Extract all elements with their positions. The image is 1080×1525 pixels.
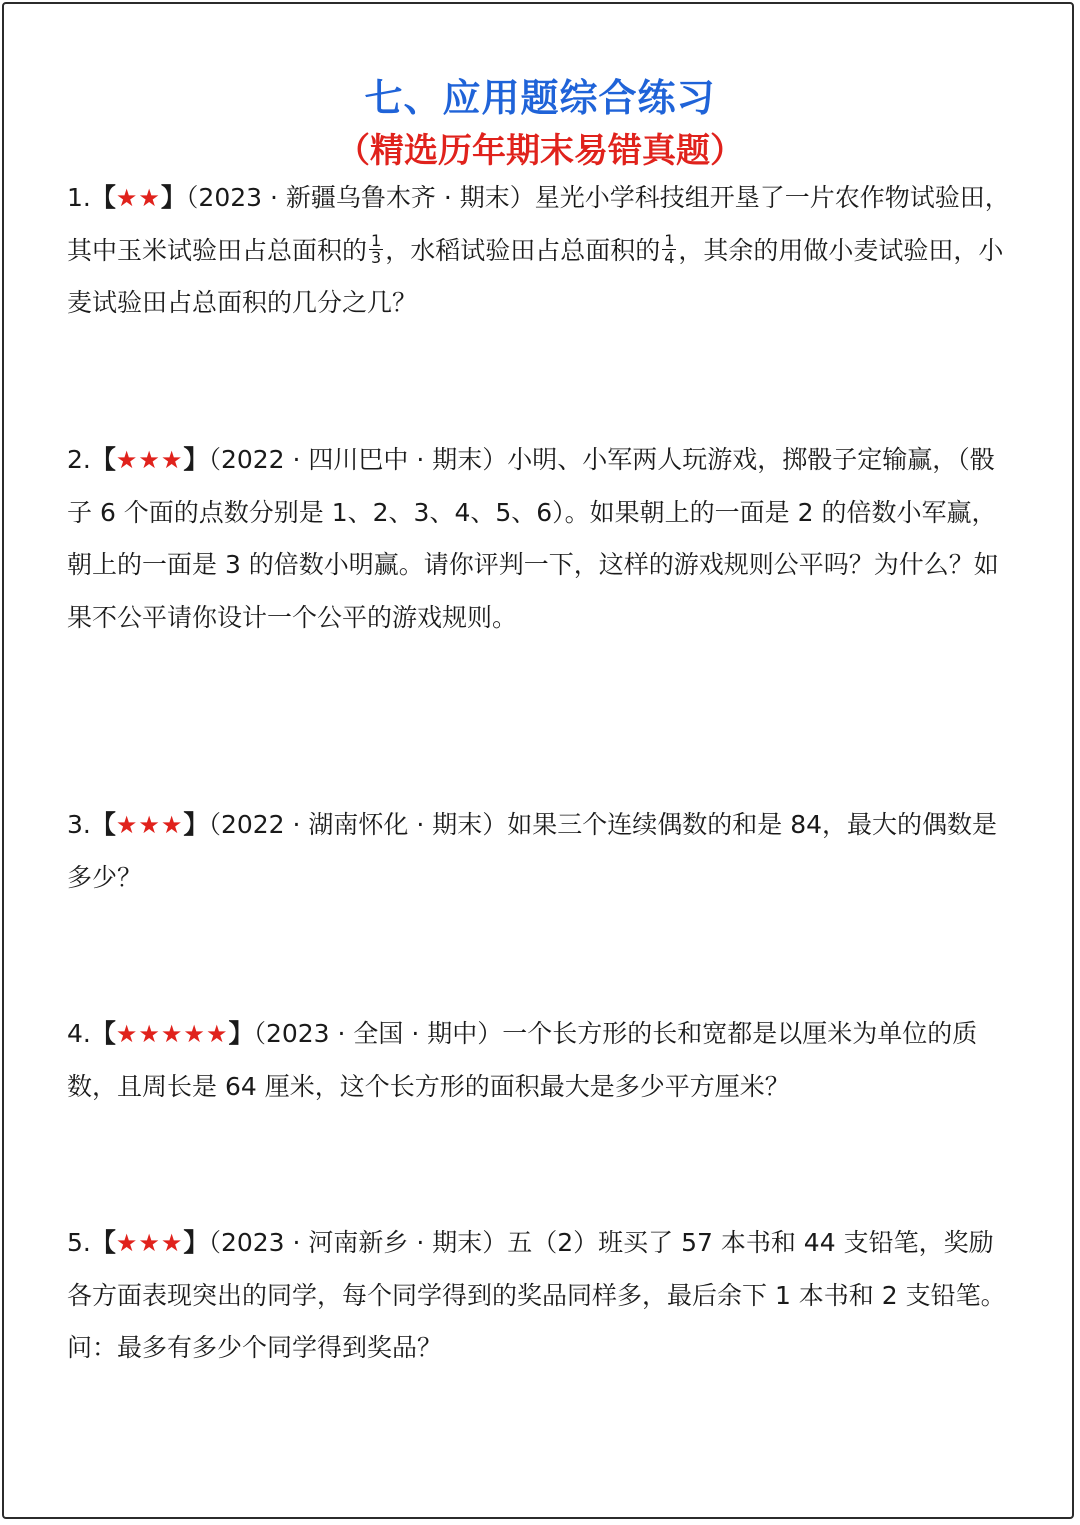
question-source: （2023 · 全国 · 期中） [253,1019,503,1048]
question-source: （2022 · 湖南怀化 · 期末） [208,810,508,839]
question-1: 1.【★★】（2023 · 新疆乌鲁木齐 · 期末）星光小学科技组开垦了一片农作物试验田，其中玉米试验田占总面积的 $\frac{1}{3}$ ，水稻试验田占总面积的 $\frac{1}{4}$ ，其余的用做小麦试验田，小麦试验田占总面积的几分之几？ [67,183,1010,317]
difficulty-stars: ★★★★★ [115,1020,229,1048]
question-text: 一个长方形的长和宽都是以厘米为单位的质数，且周长是 64 厘米，这个长方形的面积最大是多少平方厘米？ [67,1019,978,1101]
question-number: 1. [67,183,91,212]
page-subtitle: （精选历年期末易错真题） [336,131,744,171]
question-number: 4. [67,1019,91,1048]
question-text: 五（2）班买了 57 本书和 44 支铅笔，奖励各方面表现突出的同学，每个同学得到的奖品同样多，最后余下 1 本书和 2 支铅笔。问：最多有多少个同学得到奖品？ [67,1228,1006,1362]
question-text: 星光小学科技组开垦了一片农作物试验田，其中玉米试验田占总面积的 [67,183,1010,265]
question-text: ，水稻试验田占总面积的 [385,235,661,265]
question-source: （2023 · 河南新乡 · 期末） [208,1228,508,1257]
fraction-one-third: $\frac{1}{3}$ [371,231,382,267]
fraction-one-quarter: $\frac{1}{4}$ [664,231,675,267]
difficulty-stars: ★★★ [115,811,184,839]
question-text: 如果三个连续偶数的和是 84，最大的偶数是多少？ [67,810,998,892]
question-4: 4.【★★★★★】（2023 · 全国 · 期中）一个长方形的长和宽都是以厘米为单位的质数，且周长是 64 厘米，这个长方形的面积最大是多少平方厘米？ [67,1019,978,1101]
question-source: （2023 · 新疆乌鲁木齐 · 期末） [185,183,535,212]
question-5: 5.【★★★】（2023 · 河南新乡 · 期末）五（2）班买了 57 本书和 44 支铅笔，奖励各方面表现突出的同学，每个同学得到的奖品同样多，最后余下 1 本书和 2 支铅笔。问：最多有多少个同学得到奖品？ [67,1228,1006,1362]
question-2: 2.【★★★】（2022 · 四川巴中 · 期末）小明、小军两人玩游戏，掷骰子定输赢，（骰子 6 个面的点数分别是 1、2、3、4、5、6）。如果朝上的一面是 2 的倍数小军赢，朝上的一面是 3 的倍数小明赢。请你评判一下，这样的游戏规则公平吗？为什么？如果不公平请你设计一个公平的游戏规则。 [67,445,999,632]
question-text: 小明、小军两人玩游戏，掷骰子定输赢，（骰子 6 个面的点数分别是 1、2、3、4、5、6）。如果朝上的一面是 2 的倍数小军赢，朝上的一面是 3 的倍数小明赢。请你评判一下，这样的游戏规则公平吗？为什么？如果不公平请你设计一个公平的游戏规则。 [67,445,999,632]
question-number: 2. [67,445,91,474]
question-number: 5. [67,1228,91,1257]
difficulty-stars: ★★ [115,184,161,212]
question-source: （2022 · 四川巴中 · 期末） [208,445,508,474]
question-number: 3. [67,810,91,839]
difficulty-stars: ★★★ [115,1229,184,1257]
question-text: ，其余的用做小麦试验田，小麦试验田占总面积的几分之几？ [67,235,1004,317]
page-title: 七、应用题综合练习 [364,76,716,120]
question-3: 3.【★★★】（2022 · 湖南怀化 · 期末）如果三个连续偶数的和是 84，最大的偶数是多少？ [67,810,998,892]
difficulty-stars: ★★★ [115,446,184,474]
